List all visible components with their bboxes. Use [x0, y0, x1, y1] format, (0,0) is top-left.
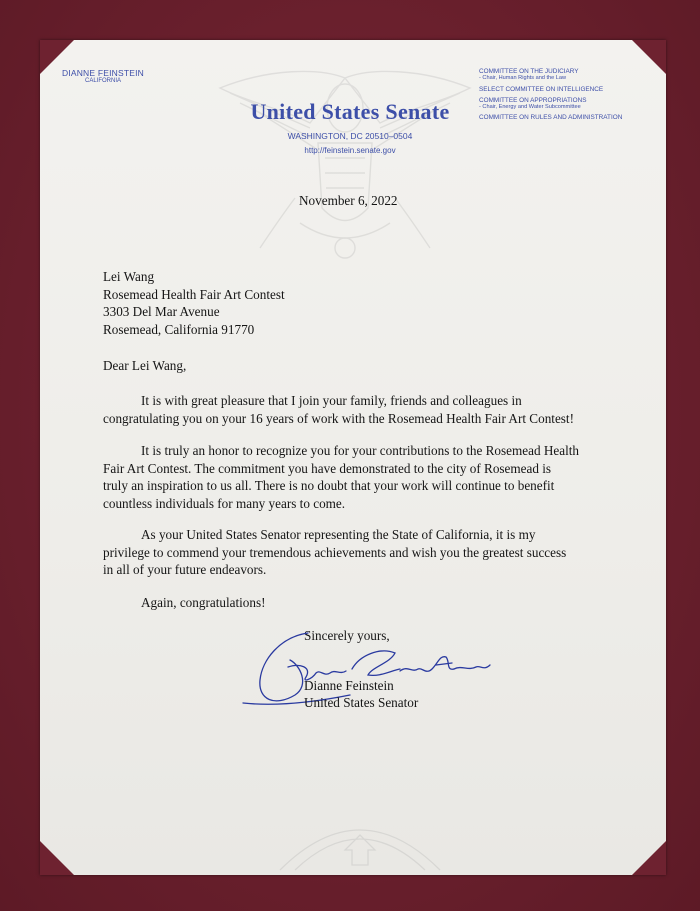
- closing: Sincerely yours,: [304, 628, 390, 643]
- committee-list: [479, 68, 659, 125]
- recipient-organization: Rosemead Health Fair Art Contest: [103, 286, 285, 302]
- body-paragraph: [103, 526, 633, 579]
- recipient-street: 3303 Del Mar Avenue: [103, 304, 220, 319]
- paragraph-line: countless individuals for many years to come.: [103, 495, 346, 511]
- paragraph-line: It is with great pleasure that I join your family, friends and colleagues in: [141, 393, 522, 408]
- senator-state: CALIFORNIA: [84, 78, 121, 84]
- body-paragraph: [103, 594, 633, 612]
- signer-name: Dianne Feinstein: [304, 678, 394, 693]
- paragraph-line: Fair Art Contest. The commitment you have demonstrated to the city of Rosemead is: [103, 460, 552, 476]
- recipient-name: Lei Wang: [103, 269, 155, 284]
- committee-name: COMMITTEE ON THE JUDICIARY: [479, 68, 579, 75]
- committee-name: COMMITTEE ON RULES AND ADMINISTRATION: [479, 114, 623, 121]
- paragraph-line: in all of your future endeavors.: [103, 562, 267, 577]
- paragraph-line: Again, congratulations!: [141, 595, 266, 610]
- committee-item: [479, 86, 659, 93]
- letterhead-title: United States Senate: [250, 99, 450, 124]
- committee-item: [479, 114, 659, 121]
- committee-item: [479, 68, 659, 82]
- signer-title: United States Senator: [304, 695, 419, 710]
- senate-seal-watermark: [200, 48, 490, 268]
- paragraph-line: truly an inspiration to us all. There is no doubt that your work will continue to benefit: [103, 478, 555, 493]
- committee-item: [479, 97, 659, 111]
- paragraph-line: It is truly an honor to recognize you for your contributions to the Rosemead Health: [141, 443, 580, 458]
- committee-role: - Chair, Energy and Water Subcommittee: [479, 103, 581, 110]
- committee-name: COMMITTEE ON APPROPRIATIONS: [479, 96, 587, 104]
- senator-name: DIANNE FEINSTEIN: [61, 68, 145, 78]
- body-paragraph: [103, 392, 633, 427]
- paragraph-line: congratulating you on your 16 years of work with the Rosemead Health Fair Art Contest!: [103, 410, 574, 426]
- letterhead-url: http://feinstein.senate.gov: [304, 146, 396, 155]
- salutation: Dear Lei Wang,: [103, 358, 187, 373]
- paragraph-line: As your United States Senator representing the State of California, it is my: [141, 527, 536, 542]
- committee-name: SELECT COMMITTEE ON INTELLIGENCE: [479, 85, 604, 93]
- paragraph-line: privilege to commend your tremendous achievements and wish you the greatest success: [103, 544, 567, 560]
- committee-role: - Chair, Human Rights and the Law: [479, 75, 567, 81]
- body-paragraph: [103, 442, 633, 512]
- recipient-city: Rosemead, California 91770: [103, 321, 255, 337]
- recycled-watermark: [260, 780, 460, 875]
- recipient-address: [103, 268, 285, 338]
- letterhead-address: WASHINGTON, DC 20510–0504: [287, 131, 413, 141]
- letter-date: November 6, 2022: [299, 193, 398, 208]
